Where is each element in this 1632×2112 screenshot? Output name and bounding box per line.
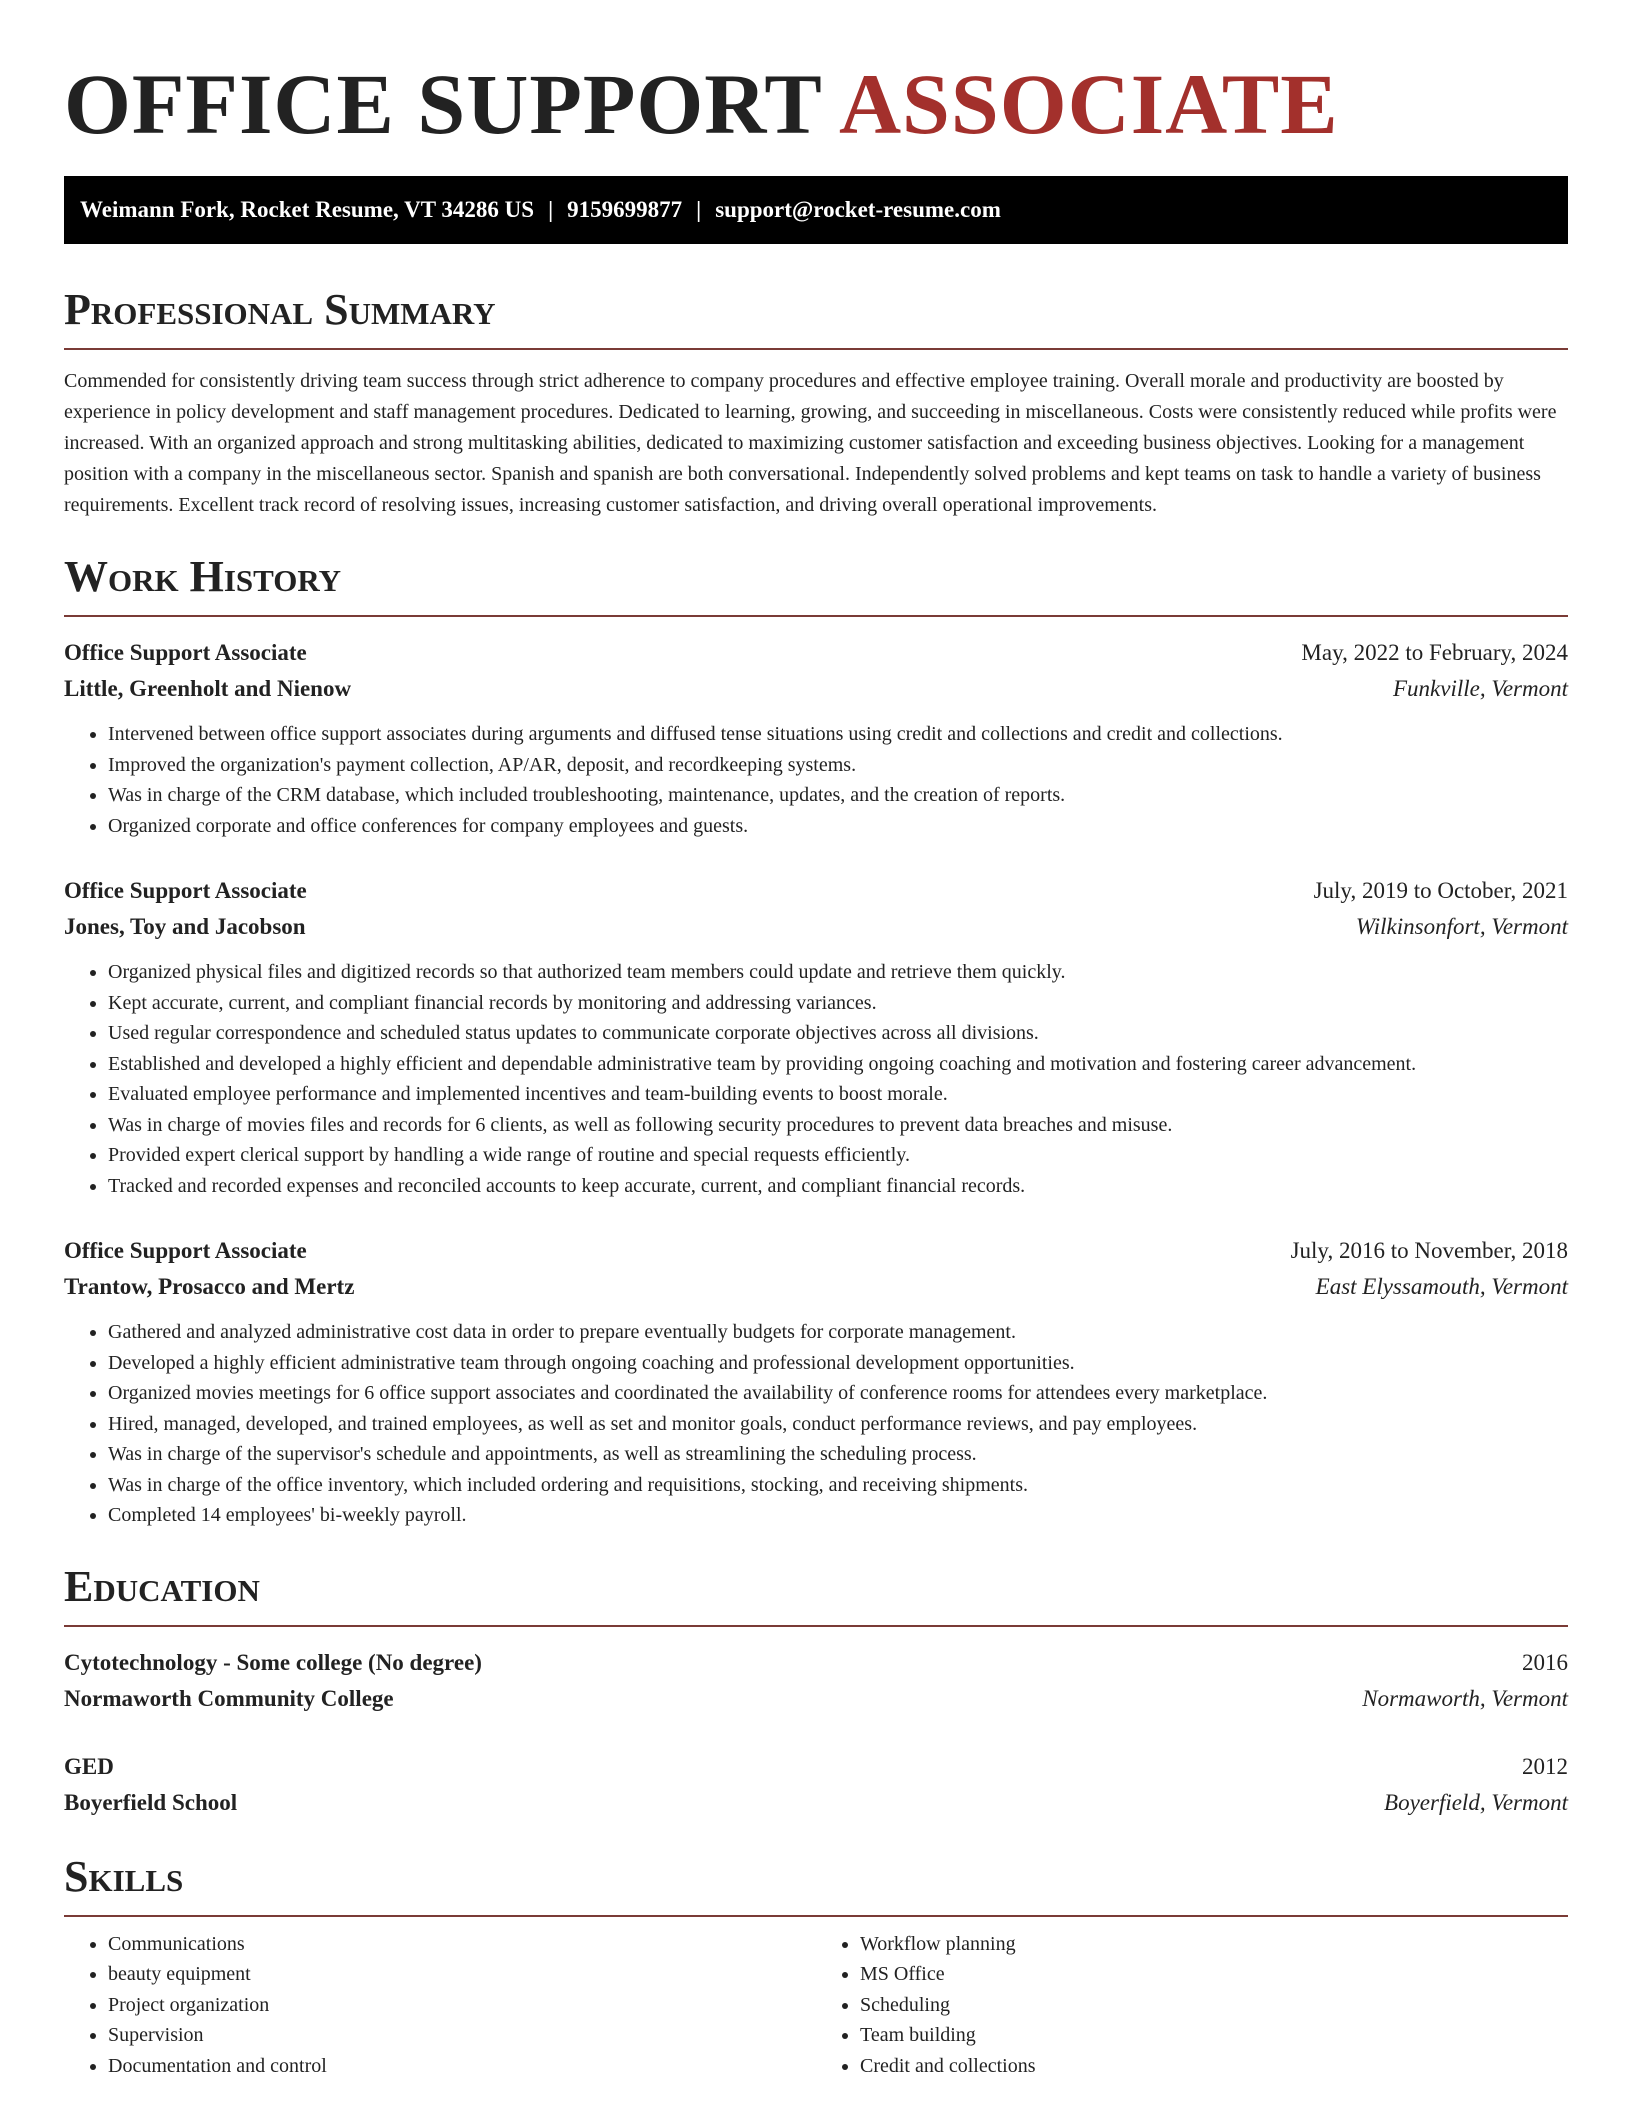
job-bullet: • Tracked and recorded expenses and reconciled accounts to keep accurate, current, and compliant financial records.	[108, 1171, 1568, 1202]
education-header-row	[64, 1749, 1568, 1785]
education-school-row	[64, 1681, 1568, 1717]
contact-separator: |	[548, 197, 554, 222]
job-dates: July, 2016 to November, 2018	[1290, 1238, 1568, 1263]
job-location: Wilkinsonfort, Vermont	[1355, 914, 1568, 939]
job-dates: May, 2022 to February, 2024	[1301, 640, 1568, 665]
job-company-row	[64, 909, 1568, 945]
summary-text: Commended for consistently driving team success through strict adherence to company procedures and effective employee training. Overall morale and productivity are boosted by experience in policy development and staff management procedures. Dedicated to learning, growing, and succeeding in miscellaneous. Costs were consistently reduced while profits were increased. With an organized approach and strong multitasking abilities, dedicated to maximizing customer satisfaction and exceeding business objectives. Looking for a management position with a company in the miscellaneous sector. Spanish and spanish are both conversational. Independently solved problems and kept teams on task to handle a variety of business requirements. Excellent track record of resolving issues, increasing customer satisfaction, and driving overall operational improvements.	[64, 370, 1557, 516]
job-header-row	[64, 1233, 1568, 1269]
education-school: Boyerfield School	[64, 1789, 238, 1815]
job-bullet: • Was in charge of movies files and records for 6 clients, as well as following security procedures to prevent data breaches and misuse.	[108, 1110, 1568, 1141]
job-bullet: • Evaluated employee performance and implemented incentives and team-building events to boost morale.	[108, 1079, 1568, 1110]
resume-title	[64, 56, 1568, 152]
job-bullet: • Was in charge of the office inventory, which included ordering and requisitions, stocking, and receiving shipments.	[108, 1470, 1568, 1501]
education-degree: Cytotechnology - Some college (No degree)	[64, 1649, 482, 1675]
job-bullet: • Hired, managed, developed, and trained employees, as well as set and monitor goals, conduct performance reviews, and pay employees.	[108, 1409, 1568, 1440]
education-entry	[64, 1749, 1568, 1821]
contact-phone: 9159699877	[567, 197, 683, 222]
work-history-section	[64, 551, 1568, 1531]
skills-heading: Skills	[64, 1851, 184, 1901]
job-bullet: • Intervened between office support associates during arguments and diffused tense situations using credit and collections and credit and collections.	[108, 719, 1568, 750]
job-bullet: • Improved the organization's payment collection, AP/AR, deposit, and recordkeeping systems.	[108, 750, 1568, 781]
education-degree: GED	[64, 1753, 114, 1779]
job-entry	[64, 1233, 1568, 1531]
job-bullet: • Organized movies meetings for 6 office support associates and coordinated the availability of conference rooms for attendees every marketplace.	[108, 1378, 1568, 1409]
section-divider	[64, 348, 1568, 350]
section-divider	[64, 1625, 1568, 1627]
education-year: 2016	[1522, 1649, 1568, 1675]
education-location: Boyerfield, Vermont	[1384, 1789, 1568, 1815]
skill-item: • Credit and collections	[860, 2051, 1568, 2082]
contact-address: Weimann Fork, Rocket Resume, VT 34286 US	[80, 197, 535, 222]
job-bullet: • Was in charge of the supervisor's schedule and appointments, as well as streamlining the scheduling process.	[108, 1439, 1568, 1470]
job-bullet: • Kept accurate, current, and compliant financial records by monitoring and addressing variances.	[108, 988, 1568, 1019]
education-header-row	[64, 1645, 1568, 1681]
job-bullet: • Developed a highly efficient administrative team through ongoing coaching and professional development opportunities.	[108, 1348, 1568, 1379]
job-dates: July, 2019 to October, 2021	[1313, 878, 1568, 903]
job-bullet: • Organized corporate and office conferences for company employees and guests.	[108, 811, 1568, 842]
job-bullet: • Completed 14 employees' bi-weekly payroll.	[108, 1500, 1568, 1531]
skill-item: • Scheduling	[860, 1990, 1568, 2021]
section-divider	[64, 615, 1568, 617]
title-accent: ASSOCIATE	[838, 56, 1339, 152]
job-bullet: • Provided expert clerical support by handling a wide range of routine and special requests efficiently.	[108, 1140, 1568, 1171]
work-history-heading: Work History	[64, 552, 342, 601]
skill-item: • beauty equipment	[108, 1959, 816, 1990]
job-entry	[64, 873, 1568, 1201]
contact-email: support@rocket-resume.com	[715, 197, 1001, 222]
job-bullet: • Was in charge of the CRM database, which included troubleshooting, maintenance, updates, and the creation of reports.	[108, 780, 1568, 811]
job-bullet: • Used regular correspondence and scheduled status updates to communicate corporate objectives across all divisions.	[108, 1018, 1568, 1049]
job-location: East Elyssamouth, Vermont	[1315, 1274, 1568, 1299]
education-location: Normaworth, Vermont	[1362, 1685, 1568, 1711]
job-bullets	[64, 719, 1568, 841]
title-first: OFFICE SUPPORT	[64, 56, 822, 152]
job-company-row	[64, 1269, 1568, 1305]
summary-heading: Professional Summary	[64, 285, 496, 334]
section-divider	[64, 1915, 1568, 1917]
job-company: Jones, Toy and Jacobson	[64, 914, 306, 939]
skill-item: • Supervision	[108, 2020, 816, 2051]
education-school-row	[64, 1785, 1568, 1821]
skills-list-left	[64, 1929, 816, 2082]
skill-item: • MS Office	[860, 1959, 1568, 1990]
job-title: Office Support Associate	[64, 878, 307, 903]
education-heading: Education	[64, 1561, 260, 1611]
job-header-row	[64, 873, 1568, 909]
education-school: Normaworth Community College	[64, 1685, 394, 1711]
skills-grid	[64, 1929, 1568, 2082]
skills-list-right	[816, 1929, 1568, 2082]
skills-section	[64, 1851, 1568, 2082]
job-bullet: • Established and developed a highly efficient and dependable administrative team by providing ongoing coaching and motivation and fostering career advancement.	[108, 1049, 1568, 1080]
job-company-row	[64, 671, 1568, 707]
job-bullet: • Organized physical files and digitized records so that authorized team members could update and retrieve them quickly.	[108, 957, 1568, 988]
skill-item: • Workflow planning	[860, 1929, 1568, 1960]
contact-bar	[64, 176, 1568, 244]
job-title: Office Support Associate	[64, 1238, 307, 1263]
education-section	[64, 1561, 1568, 1821]
summary-section	[64, 284, 1568, 521]
education-year: 2012	[1522, 1753, 1568, 1779]
education-entry	[64, 1645, 1568, 1717]
job-company: Little, Greenholt and Nienow	[64, 676, 352, 701]
skill-item: • Documentation and control	[108, 2051, 816, 2082]
skill-item: • Project organization	[108, 1990, 816, 2021]
job-header-row	[64, 635, 1568, 671]
job-entry	[64, 635, 1568, 841]
job-bullet: • Gathered and analyzed administrative cost data in order to prepare eventually budgets for corporate management.	[108, 1317, 1568, 1348]
contact-separator: |	[696, 197, 702, 222]
skill-item: • Communications	[108, 1929, 816, 1960]
job-location: Funkville, Vermont	[1392, 676, 1568, 701]
job-company: Trantow, Prosacco and Mertz	[64, 1274, 355, 1299]
job-title: Office Support Associate	[64, 640, 307, 665]
skill-item: • Team building	[860, 2020, 1568, 2051]
job-bullets	[64, 957, 1568, 1201]
job-bullets	[64, 1317, 1568, 1531]
